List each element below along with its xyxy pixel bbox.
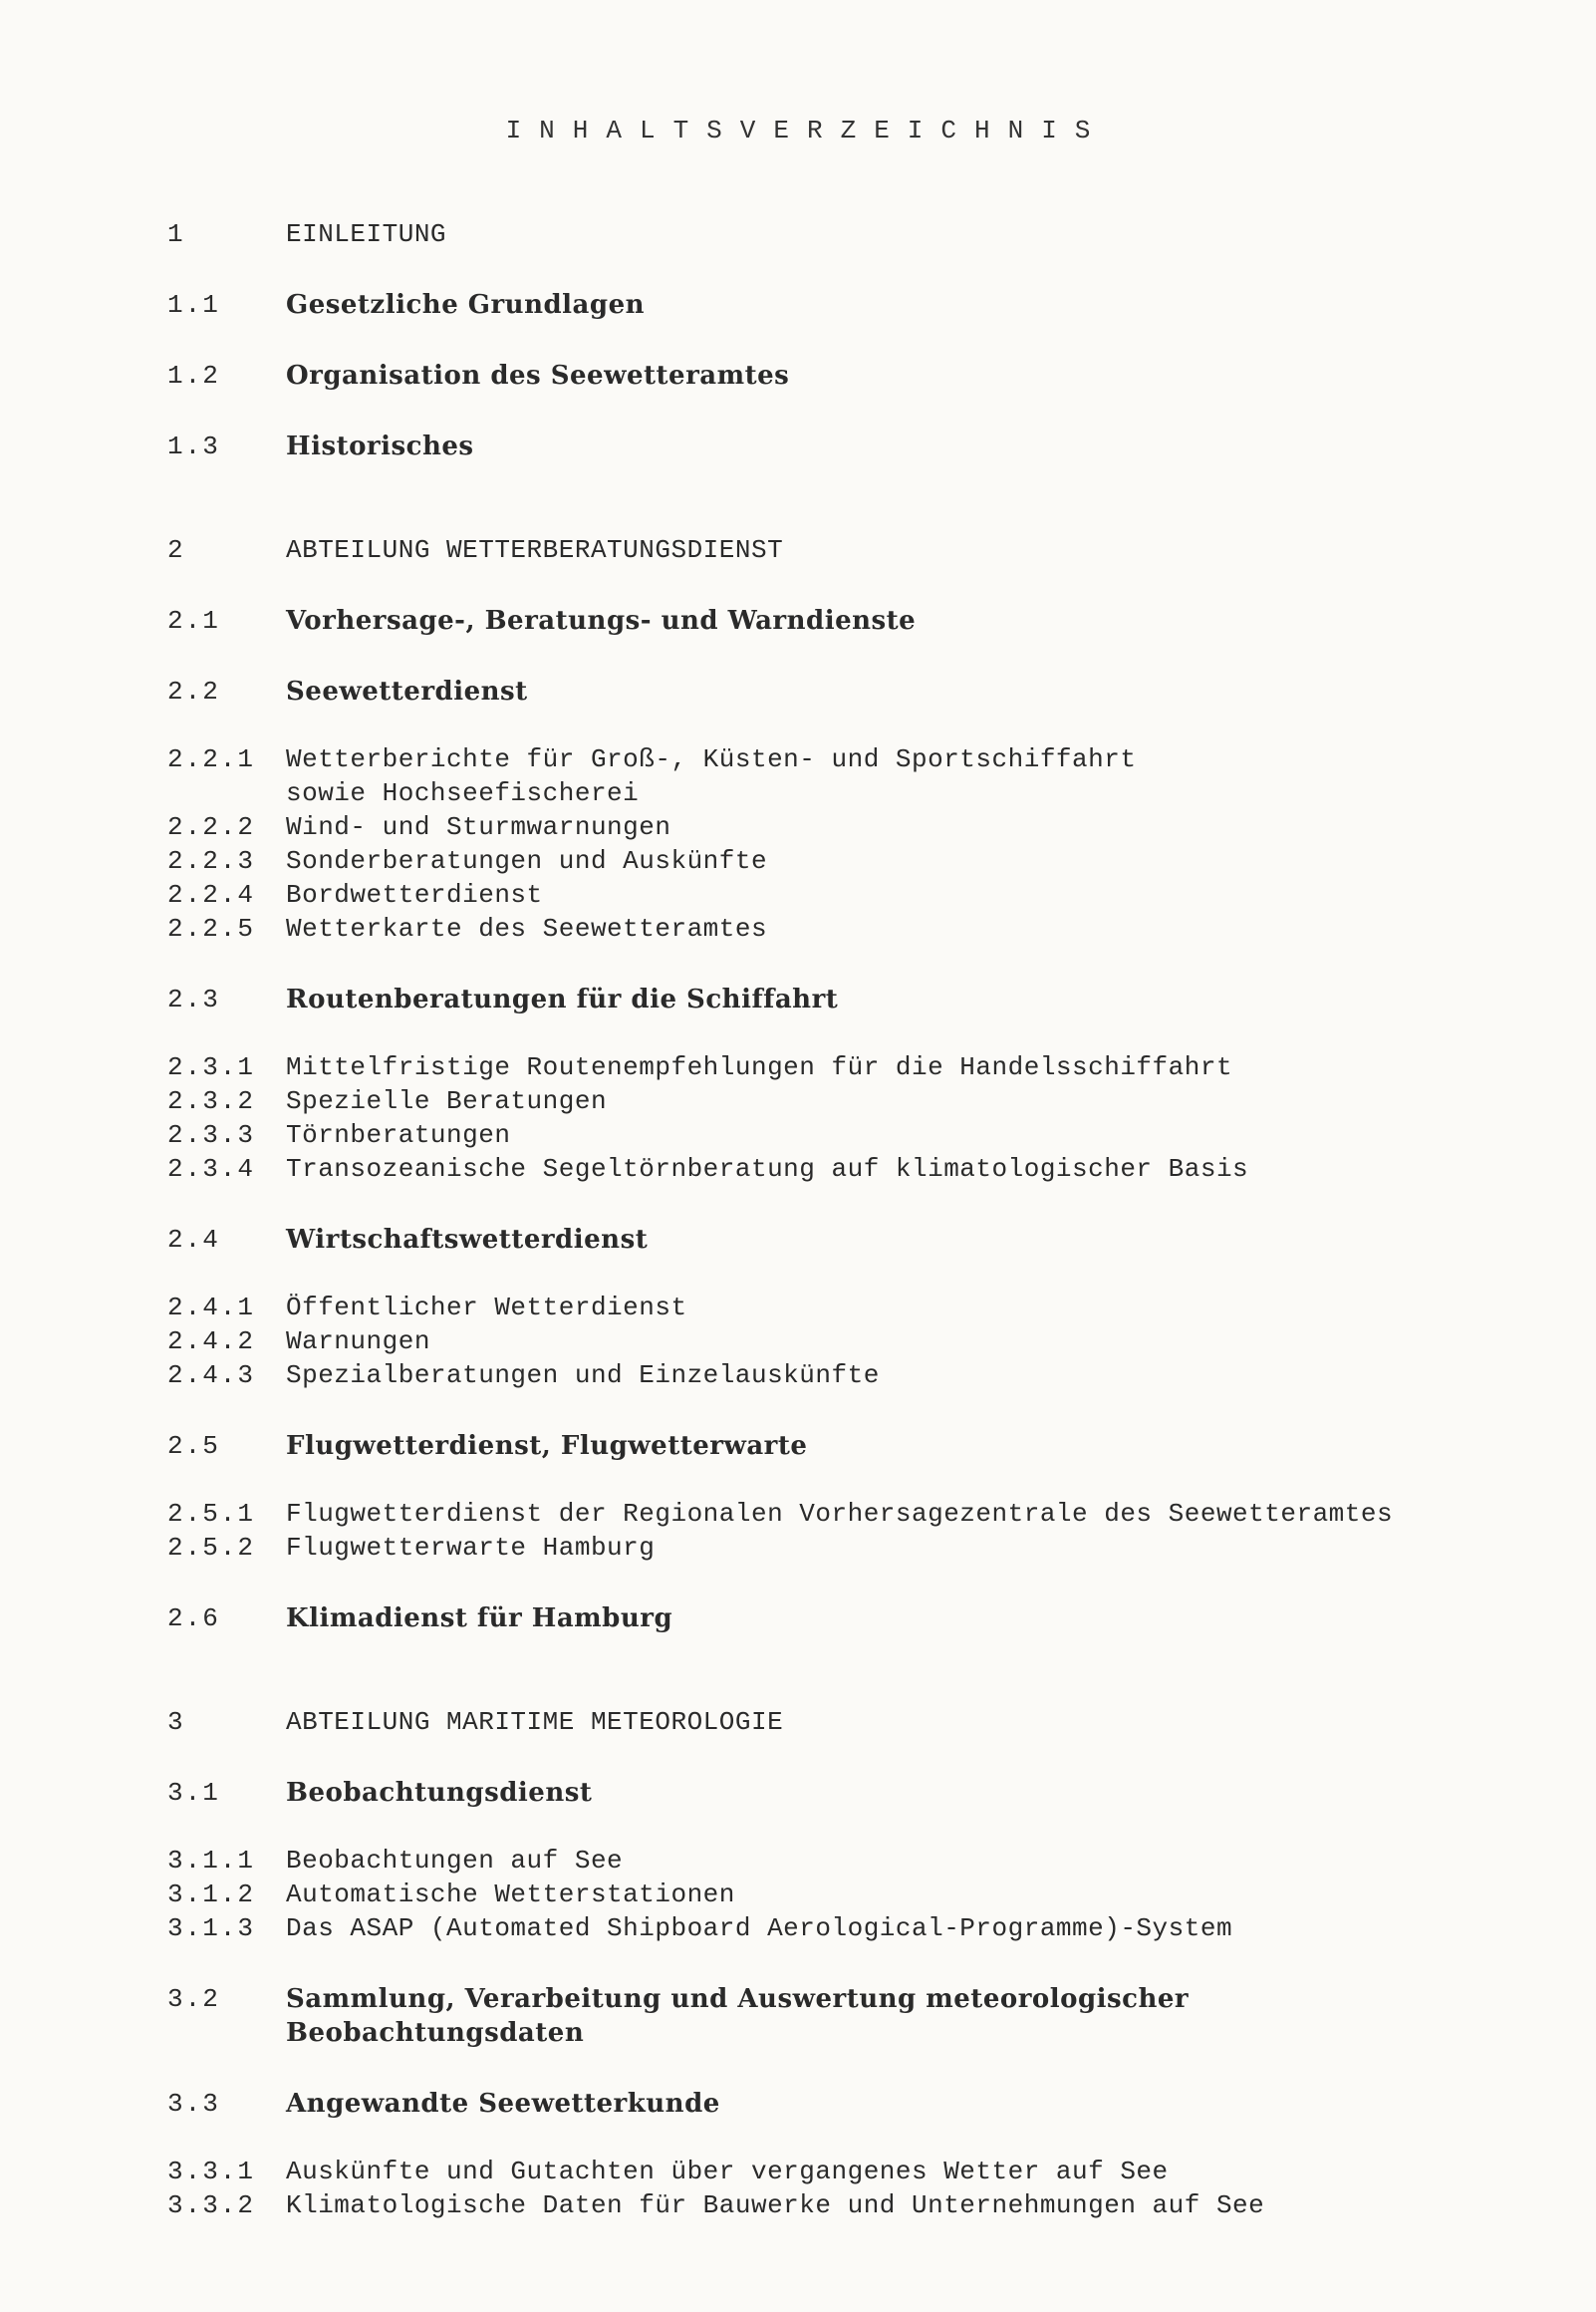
section-number: 2.5	[167, 1431, 220, 1461]
sub-number: 2.3.2	[167, 1086, 256, 1116]
chapter-title	[286, 1705, 1542, 1739]
section-entry	[167, 1982, 1542, 2050]
section-number: 1.2	[167, 361, 220, 391]
sub-entry	[167, 1084, 1542, 1118]
sub-entry	[167, 1291, 1542, 1324]
section-title-line: Sammlung, Verarbeitung und Auswertung meteorologischer	[286, 1984, 1190, 2014]
sub-title	[286, 2188, 1542, 2222]
sub-number: 3.1.1	[167, 1846, 256, 1876]
section-title-line: Flugwetterdienst, Flugwetterwarte	[286, 1431, 808, 1461]
sub-number: 2.4.3	[167, 1360, 256, 1390]
page-title: INHALTSVERZEICHNIS	[505, 116, 1109, 145]
sub-entry	[167, 2155, 1542, 2188]
section-title	[286, 675, 1542, 709]
section-title-line: Klimadienst für Hamburg	[286, 1603, 673, 1633]
sub-number: 2.3.1	[167, 1052, 256, 1082]
sub-entry	[167, 1911, 1542, 1945]
section-entry	[167, 430, 1542, 463]
sub-title-line: Flugwetterwarte Hamburg	[286, 1533, 656, 1563]
section-title-line: Vorhersage-, Beratungs- und Warndienste	[286, 606, 917, 636]
chapter-entry	[167, 217, 1542, 251]
sub-number: 2.5.2	[167, 1533, 256, 1563]
sub-entry	[167, 1531, 1542, 1565]
section-title	[286, 288, 1542, 322]
sub-entry	[167, 2188, 1542, 2222]
chapter-title-line: ABTEILUNG MARITIME METEOROLOGIE	[286, 1707, 784, 1737]
sub-title-line: Transozeanische Segeltörnberatung auf klimatologischer Basis	[286, 1154, 1249, 1184]
section-title	[286, 1601, 1542, 1635]
sub-title-line: Spezialberatungen und Einzelauskünfte	[286, 1360, 880, 1390]
sub-title	[286, 1911, 1542, 1945]
sub-title-line: Automatische Wetterstationen	[286, 1879, 735, 1909]
section-number: 1.1	[167, 290, 220, 320]
sub-title	[286, 1291, 1542, 1324]
sub-title	[286, 810, 1542, 844]
section-title	[286, 983, 1542, 1016]
section-title	[286, 1982, 1542, 2050]
chapter-number: 2	[167, 535, 185, 565]
sub-title-line: Das ASAP (Automated Shipboard Aerological-Programme)-System	[286, 1913, 1233, 1943]
sub-title	[286, 1152, 1542, 1186]
sub-number: 2.2.1	[167, 744, 256, 774]
sub-entry	[167, 742, 1542, 810]
chapter-number: 1	[167, 219, 185, 249]
section-title	[286, 2087, 1542, 2121]
chapter-title	[286, 217, 1542, 251]
table-of-contents	[167, 217, 1542, 2222]
section-entry	[167, 983, 1542, 1016]
sub-title-line: Beobachtungen auf See	[286, 1846, 624, 1876]
sub-entry	[167, 1152, 1542, 1186]
section-title-line: Angewandte Seewetterkunde	[286, 2089, 720, 2119]
sub-title-line: sowie Hochseefischerei	[286, 778, 640, 808]
sub-title	[286, 1531, 1542, 1565]
sub-entry	[167, 844, 1542, 878]
section-title	[286, 604, 1542, 638]
sub-number: 3.1.2	[167, 1879, 256, 1909]
sub-title	[286, 912, 1542, 946]
sub-title-line: Bordwetterdienst	[286, 880, 543, 910]
chapter-entry	[167, 1705, 1542, 1739]
section-entry	[167, 604, 1542, 638]
section-number: 2.1	[167, 606, 220, 636]
section-title-line: Beobachtungsdaten	[286, 2018, 585, 2048]
sub-number: 2.2.3	[167, 846, 256, 876]
section-entry	[167, 1776, 1542, 1810]
sub-number: 2.4.1	[167, 1293, 256, 1322]
sub-number: 3.3.1	[167, 2157, 256, 2186]
sub-title-line: Flugwetterdienst der Regionalen Vorhersagezentrale des Seewetteramtes	[286, 1499, 1394, 1529]
section-title	[286, 1429, 1542, 1463]
section-title	[286, 1223, 1542, 1257]
section-entry	[167, 288, 1542, 322]
sub-number: 2.2.4	[167, 880, 256, 910]
sub-title-line: Wind- und Sturmwarnungen	[286, 812, 671, 842]
section-number: 2.6	[167, 1603, 220, 1633]
sub-number: 2.4.2	[167, 1326, 256, 1356]
section-number: 3.3	[167, 2089, 220, 2119]
sub-title-line: Spezielle Beratungen	[286, 1086, 608, 1116]
sub-title-line: Mittelfristige Routenempfehlungen für die Handelsschiffahrt	[286, 1052, 1233, 1082]
section-number: 3.1	[167, 1778, 220, 1808]
sub-title	[286, 1844, 1542, 1878]
sub-title	[286, 1497, 1542, 1531]
sub-title	[286, 844, 1542, 878]
sub-title	[286, 878, 1542, 912]
section-title-line: Gesetzliche Grundlagen	[286, 290, 646, 320]
sub-title	[286, 1878, 1542, 1911]
sub-entry	[167, 1878, 1542, 1911]
sub-title	[286, 1084, 1542, 1118]
chapter-title-line: ABTEILUNG WETTERBERATUNGSDIENST	[286, 535, 784, 565]
section-entry	[167, 359, 1542, 393]
sub-title	[286, 1050, 1542, 1084]
section-number: 1.3	[167, 432, 220, 461]
section-number: 2.3	[167, 985, 220, 1014]
sub-title	[286, 1358, 1542, 1392]
sub-number: 2.2.2	[167, 812, 256, 842]
section-title-line: Routenberatungen für die Schiffahrt	[286, 985, 839, 1014]
section-number: 2.4	[167, 1225, 220, 1255]
sub-number: 3.3.2	[167, 2190, 256, 2220]
section-title-line: Seewetterdienst	[286, 677, 528, 707]
chapter-entry	[167, 533, 1542, 567]
sub-entry	[167, 1497, 1542, 1531]
section-title	[286, 1776, 1542, 1810]
section-title-line: Wirtschaftswetterdienst	[286, 1225, 649, 1255]
section-title-line: Organisation des Seewetteramtes	[286, 361, 790, 391]
sub-title-line: Wetterkarte des Seewetteramtes	[286, 914, 768, 944]
sub-title-line: Klimatologische Daten für Bauwerke und Unternehmungen auf See	[286, 2190, 1265, 2220]
sub-entry	[167, 1118, 1542, 1152]
sub-number: 2.3.4	[167, 1154, 256, 1184]
section-title-line: Beobachtungsdienst	[286, 1778, 593, 1808]
sub-title-line: Sonderberatungen und Auskünfte	[286, 846, 768, 876]
sub-title	[286, 2155, 1542, 2188]
section-entry	[167, 1601, 1542, 1635]
sub-title-line: Warnungen	[286, 1326, 430, 1356]
section-title	[286, 359, 1542, 393]
section-entry	[167, 1429, 1542, 1463]
sub-entry	[167, 1324, 1542, 1358]
section-number: 3.2	[167, 1984, 220, 2014]
sub-title-line: Öffentlicher Wetterdienst	[286, 1293, 687, 1322]
sub-number: 3.1.3	[167, 1913, 256, 1943]
sub-entry	[167, 878, 1542, 912]
sub-title	[286, 1324, 1542, 1358]
sub-entry	[167, 1358, 1542, 1392]
chapter-title	[286, 533, 1542, 567]
sub-number: 2.5.1	[167, 1499, 256, 1529]
sub-number: 2.3.3	[167, 1120, 256, 1150]
sub-title-line: Wetterberichte für Groß-, Küsten- und Sportschiffahrt	[286, 744, 1137, 774]
chapter-title-line: EINLEITUNG	[286, 219, 447, 249]
sub-title-line: Törnberatungen	[286, 1120, 511, 1150]
section-title-line: Historisches	[286, 432, 474, 461]
sub-entry	[167, 1844, 1542, 1878]
sub-entry	[167, 912, 1542, 946]
section-entry	[167, 675, 1542, 709]
sub-entry	[167, 1050, 1542, 1084]
section-entry	[167, 1223, 1542, 1257]
sub-number: 2.2.5	[167, 914, 256, 944]
section-title	[286, 430, 1542, 463]
sub-entry	[167, 810, 1542, 844]
section-number: 2.2	[167, 677, 220, 707]
sub-title-line: Auskünfte und Gutachten über vergangenes Wetter auf See	[286, 2157, 1169, 2186]
sub-title	[286, 742, 1542, 810]
sub-title	[286, 1118, 1542, 1152]
chapter-number: 3	[167, 1707, 185, 1737]
section-entry	[167, 2087, 1542, 2121]
